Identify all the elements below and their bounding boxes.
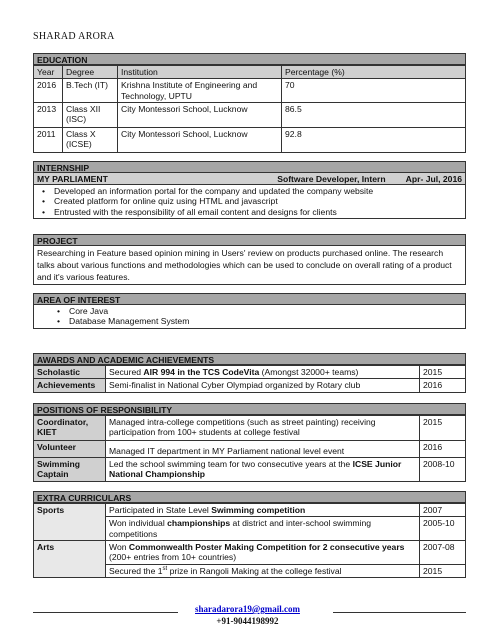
extra-text: Won Commonwealth Poster Making Competition for 2 consecutive years (200+ entries from 10+ countries) (106, 540, 420, 564)
extra-label: Sports (34, 504, 106, 541)
extra-year: 2015 (420, 564, 466, 577)
table-row (34, 441, 466, 458)
extra-text: Secured the 1st prize in Rangoli Making at the college festival (106, 564, 420, 577)
institution-cell: Krishna Institute of Engineering and Technology, UPTU (118, 79, 282, 103)
institution-cell: City Montessori School, Lucknow (118, 127, 282, 152)
table-row (34, 416, 466, 441)
extra-label: Arts (34, 540, 106, 577)
internship-company: MY PARLIAMENT (37, 174, 108, 184)
position-text: Managed IT department in MY Parliament national level event (106, 441, 420, 458)
year-cell: 2016 (34, 79, 63, 103)
position-label: Swimming Captain (34, 458, 106, 482)
year-cell: 2011 (34, 127, 63, 152)
extra-year: 2005-10 (420, 517, 466, 541)
interest-heading: AREA OF INTEREST (33, 293, 466, 305)
awards-label: Scholastic (34, 366, 106, 379)
education-heading: EDUCATION (33, 53, 466, 65)
award-year: 2016 (420, 379, 466, 392)
institution-cell: City Montessori School, Lucknow (118, 102, 282, 127)
position-label: Coordinator, KIET (34, 416, 106, 441)
positions-section (33, 403, 466, 482)
table-row (34, 127, 466, 152)
internship-bullets (33, 185, 466, 219)
col-degree: Degree (63, 66, 118, 79)
year-cell: 2013 (34, 102, 63, 127)
awards-table (33, 365, 466, 393)
education-table (33, 65, 466, 153)
position-year: 2016 (420, 441, 466, 458)
education-header-row (34, 66, 466, 79)
degree-cell: Class XII (ISC) (63, 102, 118, 127)
degree-cell: Class X (ICSE) (63, 127, 118, 152)
education-section (33, 53, 466, 153)
col-institution: Institution (118, 66, 282, 79)
footer-email-wrap (0, 604, 495, 615)
table-row (34, 379, 466, 392)
percentage-cell: 92.8 (282, 127, 466, 152)
project-heading: PROJECT (33, 234, 466, 246)
position-text: Led the school swimming team for two consecutive years at the ICSE Junior National Championship (106, 458, 420, 482)
list-item: • Entrusted with the responsibility of all email content and designs for clients (37, 207, 462, 217)
list-item: • Core Java (37, 306, 462, 316)
position-year: 2015 (420, 416, 466, 441)
extra-heading: EXTRA CURRICULARS (33, 491, 466, 503)
col-percentage: Percentage (%) (282, 66, 466, 79)
extra-year: 2007 (420, 504, 466, 517)
candidate-name: SHARAD ARORA (33, 31, 115, 42)
positions-table (33, 415, 466, 482)
percentage-cell: 70 (282, 79, 466, 103)
email-link[interactable]: sharadarora19@gmail.com (195, 604, 300, 614)
percentage-cell: 86.5 (282, 102, 466, 127)
awards-section (33, 353, 466, 393)
extra-text: Won individual championships at district and inter-school swimming competitions (106, 517, 420, 541)
project-description: Researching in Feature based opinion mining in Users' review on products purchased online. The research talks about various functions and methodologies which can be used to conclude on overall rating of a product and it's various features. (33, 246, 466, 285)
internship-role: Software Developer, Intern (277, 174, 386, 184)
table-row (34, 79, 466, 103)
table-row (34, 458, 466, 482)
internship-period: Apr- Jul, 2016 (405, 174, 462, 184)
list-item: • Developed an information portal for the company and updated the company website (37, 186, 462, 196)
internship-section (33, 161, 466, 219)
award-text: Semi-finalist in National Cyber Olympiad organized by Rotary club (106, 379, 420, 392)
extra-section (33, 491, 466, 578)
project-section (33, 234, 466, 285)
list-item: • Database Management System (37, 316, 462, 326)
list-item: • Created platform for online quiz using HTML and javascript (37, 196, 462, 206)
position-text: Managed intra-college competitions (such as street painting) receiving participation from 100+ students at college festival (106, 416, 420, 441)
award-year: 2015 (420, 366, 466, 379)
awards-label: Achievements (34, 379, 106, 392)
extra-year: 2007-08 (420, 540, 466, 564)
internship-subheader (33, 173, 466, 185)
extra-text: Participated in State Level Swimming competition (106, 504, 420, 517)
positions-heading: POSITIONS OF RESPONSIBILITY (33, 403, 466, 415)
awards-heading: AWARDS AND ACADEMIC ACHIEVEMENTS (33, 353, 466, 365)
col-year: Year (34, 66, 63, 79)
footer-phone: +91-9044198992 (216, 616, 279, 626)
degree-cell: B.Tech (IT) (63, 79, 118, 103)
internship-heading: INTERNSHIP (33, 161, 466, 173)
position-label: Volunteer (34, 441, 106, 458)
interest-section (33, 293, 466, 329)
table-row (34, 102, 466, 127)
position-year: 2008-10 (420, 458, 466, 482)
award-text: Secured AIR 994 in the TCS CodeVita (Amongst 32000+ teams) (106, 366, 420, 379)
table-row (34, 540, 466, 564)
table-row (34, 504, 466, 517)
extra-table (33, 503, 466, 578)
interest-list (33, 305, 466, 329)
table-row (34, 366, 466, 379)
